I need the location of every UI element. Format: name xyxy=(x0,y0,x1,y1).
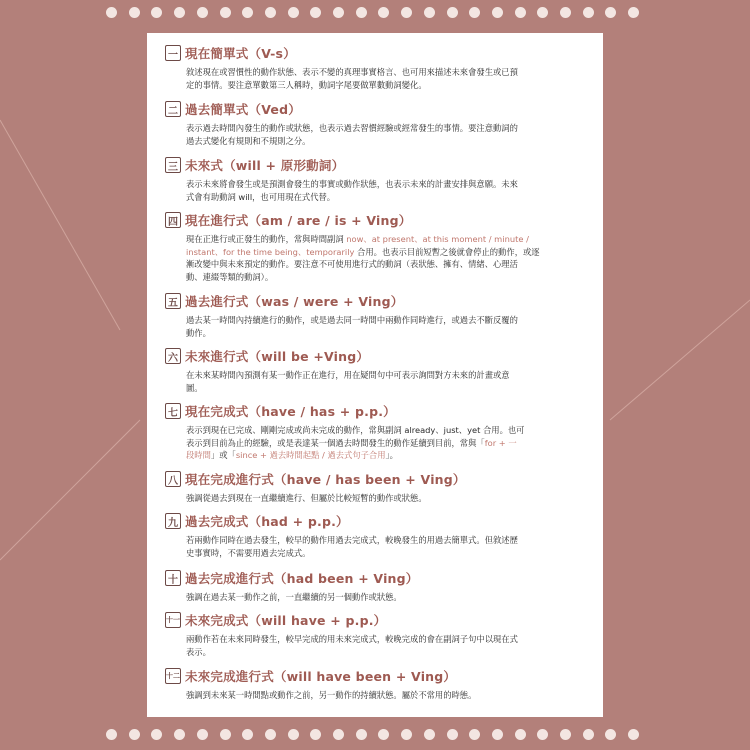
section-title: 現在簡單式（V-s） xyxy=(185,46,296,61)
section-body xyxy=(186,122,589,147)
section-body xyxy=(186,633,589,658)
section-1 xyxy=(165,43,589,91)
number-badge: 三 xyxy=(165,157,181,173)
number-badge: 二 xyxy=(165,101,181,117)
section-9 xyxy=(165,511,589,559)
body-line: 定的事情。要注意單數第三人稱時，動詞字尾要做單數動詞變化。 xyxy=(186,79,427,90)
section-body xyxy=(186,233,589,283)
section-6 xyxy=(165,346,589,394)
number-badge: 九 xyxy=(165,513,181,529)
body-line: 在未來某時間內預測有某一動作正在進行，用在疑問句中可表示詢問對方未來的計畫或意 xyxy=(186,370,510,380)
section-title: 過去完成進行式（had been + Ving） xyxy=(185,571,419,586)
body-line: 史事實時，不需要用過去完成式。 xyxy=(186,547,311,558)
section-title: 未來完成進行式（will have been + Ving） xyxy=(185,669,457,684)
body-line xyxy=(186,233,589,246)
number-badge: 十二 xyxy=(165,668,181,684)
section-body xyxy=(186,689,589,702)
number-badge: 四 xyxy=(165,212,181,228)
body-line: 表示。 xyxy=(186,646,211,657)
number-badge: 一 xyxy=(165,45,181,61)
body-text: 」。 xyxy=(385,450,398,461)
body-text: 」或「 xyxy=(210,450,236,461)
section-title: 現在完成式（have / has + p.p.） xyxy=(185,404,396,419)
section-title: 未來完成式（will have + p.p.） xyxy=(185,613,387,628)
number-badge: 十一 xyxy=(165,612,181,628)
number-badge: 七 xyxy=(165,403,181,419)
section-body xyxy=(186,492,589,505)
section-10 xyxy=(165,568,589,604)
section-body xyxy=(186,534,589,559)
number-badge: 八 xyxy=(165,471,181,487)
body-line: 漸改變中與未來預定的動作。要注意不可使用進行式的動詞（表狀態、擁有、情緒、心理活 xyxy=(186,259,518,270)
section-body xyxy=(186,369,589,394)
section-3 xyxy=(165,155,589,203)
section-body xyxy=(186,314,589,339)
body-line xyxy=(186,246,589,259)
section-5 xyxy=(165,291,589,339)
body-line: 強調在過去某一動作之前，一直繼續的另一個動作或狀態。 xyxy=(186,592,402,602)
highlight-text: 段時間 xyxy=(186,450,211,461)
body-line: 表示過去時間內發生的動作或狀態，也表示過去習慣經驗或經常發生的事情。要注意動詞的 xyxy=(186,123,518,133)
body-line: 表示未來將會發生或是預測會發生的事實或動作狀態，也表示未來的計畫安排與意願。未來 xyxy=(186,179,518,189)
body-line: 動作。 xyxy=(186,327,211,338)
body-line: 過去式變化有規則和不規則之分。 xyxy=(186,135,311,146)
body-line: 若兩動作同時在過去發生，較早的動作用過去完成式，較晚發生的用過去簡單式。但敘述歷 xyxy=(186,535,518,545)
body-line: 過去某一時間內持續進行的動作，或是過去同一時間中兩動作同時進行，或過去不斷反覆的 xyxy=(186,315,518,325)
section-2 xyxy=(165,99,589,147)
body-line xyxy=(186,437,589,450)
highlight-text: since + 過去時間起點 / 過去式句子合用 xyxy=(235,450,386,461)
body-text: 表示到目前為止的經驗，或是表達某一個過去時間發生的動作延續到目前，常與「 xyxy=(186,437,485,448)
body-line: 強調從過去到現在一直繼續進行、但屬於比較短暫的動作或狀態。 xyxy=(186,493,427,503)
number-badge: 十 xyxy=(165,570,181,586)
number-badge: 五 xyxy=(165,293,181,309)
content-card xyxy=(147,33,603,717)
body-line: 式會有助動詞 will，也可用現在式代替。 xyxy=(186,191,336,202)
highlight-text: for + 一 xyxy=(484,437,517,448)
body-line: 表示到現在已完成、剛剛完成或尚未完成的動作，常與副詞 already、just、yet 合用。也可 xyxy=(186,425,525,435)
section-8 xyxy=(165,469,589,505)
section-title: 過去進行式（was / were + Ving） xyxy=(185,294,404,309)
section-11 xyxy=(165,610,589,658)
section-body xyxy=(186,591,589,604)
body-line: 圖。 xyxy=(186,382,203,393)
highlight-text: instant、for the time being、temporarily xyxy=(186,246,355,257)
section-title: 未來式（will + 原形動詞） xyxy=(185,158,345,173)
section-title: 過去完成式（had + p.p.） xyxy=(185,514,349,529)
body-line: 兩動作若在未來同時發生，較早完成的用未來完成式，較晚完成的會在副詞子句中以現在式 xyxy=(186,634,518,644)
body-text: 合用。也表示目前短暫之後就會停止的動作，或逐 xyxy=(354,246,540,257)
highlight-text: now、at present、at this moment / minute / xyxy=(346,234,529,244)
section-body xyxy=(186,178,589,203)
section-12 xyxy=(165,666,589,702)
body-line xyxy=(186,449,589,462)
body-line: 動、連綴等類的動詞）。 xyxy=(186,271,274,282)
section-title: 過去簡單式（Ved） xyxy=(185,102,301,117)
body-line: 敘述現在或習慣性的動作狀態、表示不變的真理事實格言、也可用來描述未來會發生或已預 xyxy=(186,67,518,77)
section-title: 現在完成進行式（have / has been + Ving） xyxy=(185,472,466,487)
section-7 xyxy=(165,401,589,462)
section-body xyxy=(186,424,589,462)
section-title: 未來進行式（will be +Ving） xyxy=(185,349,370,364)
section-body xyxy=(186,66,589,91)
section-4 xyxy=(165,210,589,283)
section-title: 現在進行式（am / are / is + Ving） xyxy=(185,213,412,228)
body-line: 強調到未來某一時間點或動作之前，另一動作的持續狀態。屬於不常用的時態。 xyxy=(186,690,477,700)
body-text: 現在正進行或正發生的動作，常與時間副詞 xyxy=(186,234,347,244)
number-badge: 六 xyxy=(165,348,181,364)
